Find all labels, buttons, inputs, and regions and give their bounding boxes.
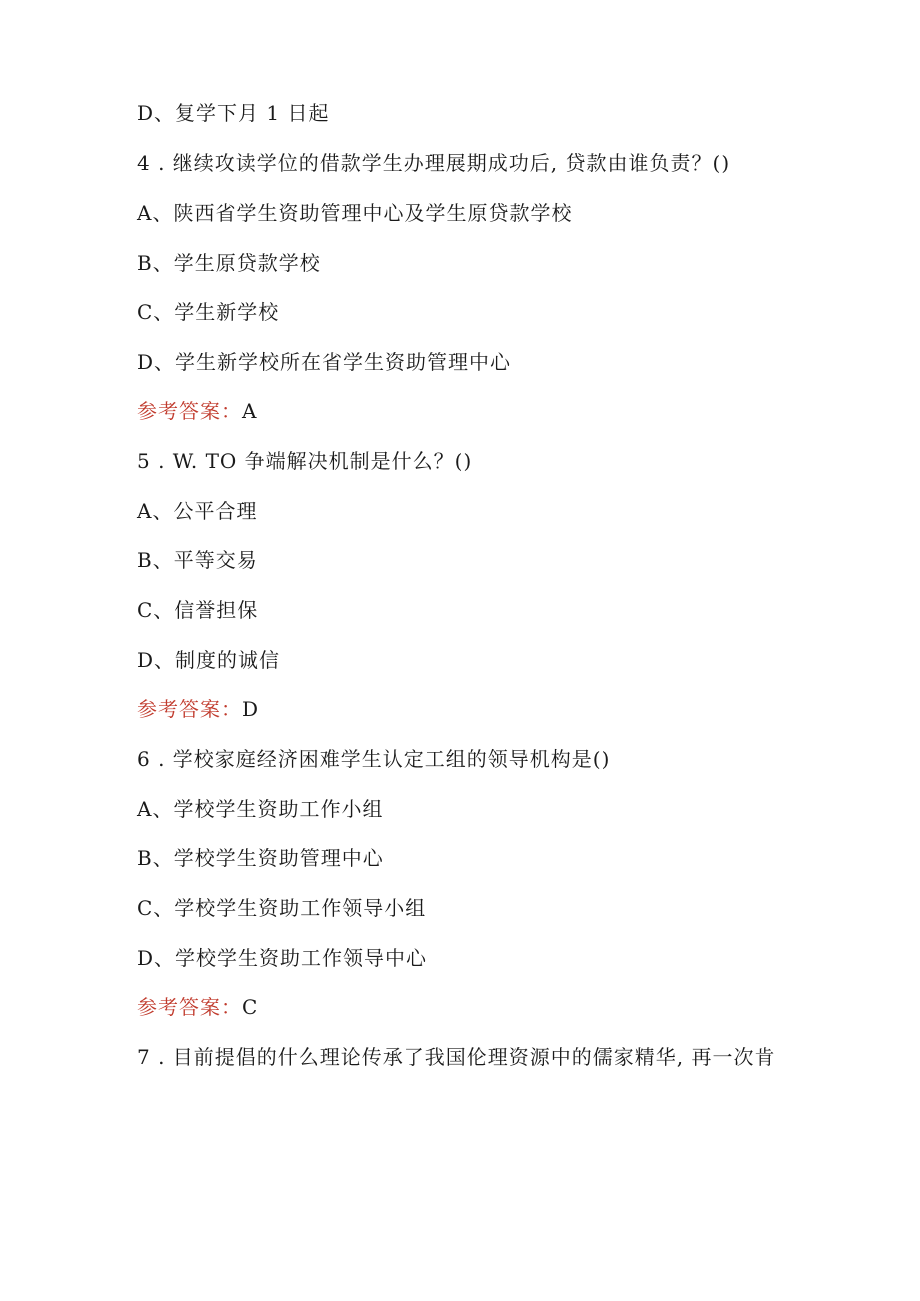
answer-line <box>137 696 259 722</box>
answer-line <box>137 994 258 1020</box>
answer-value: C <box>242 995 259 1019</box>
option-line: A、陕西省学生资助管理中心及学生原贷款学校 <box>137 201 573 225</box>
answer-value: A <box>242 399 258 423</box>
answer-label: 参考答案： <box>137 697 242 721</box>
option-line: A、公平合理 <box>137 499 258 523</box>
option-line: C、信誉担保 <box>137 598 259 622</box>
answer-value: D <box>242 697 260 721</box>
question-line: 6 . 学校家庭经济困难学生认定工组的领导机构是() <box>137 747 611 771</box>
option-line: C、学校学生资助工作领导小组 <box>137 896 427 920</box>
answer-label: 参考答案： <box>137 399 242 423</box>
question-line: 5 . W. TO 争端解决机制是什么？() <box>137 449 473 473</box>
question-line: 4 . 继续攻读学位的借款学生办理展期成功后, 贷款由谁负责？() <box>137 151 731 175</box>
answer-label: 参考答案： <box>137 995 242 1019</box>
question-line: 7 . 目前提倡的什么理论传承了我国伦理资源中的儒家精华, 再一次肯 <box>137 1045 776 1069</box>
option-line: D、制度的诚信 <box>137 648 281 672</box>
answer-line <box>137 398 257 424</box>
option-line: B、学校学生资助管理中心 <box>137 846 384 870</box>
option-line: C、学生新学校 <box>137 300 280 324</box>
option-line: D、学生新学校所在省学生资助管理中心 <box>137 350 512 374</box>
option-line: A、学校学生资助工作小组 <box>137 797 384 821</box>
option-line: B、学生原贷款学校 <box>137 251 321 275</box>
option-line: B、平等交易 <box>137 548 258 572</box>
option-line: D、复学下月 1 日起 <box>137 101 330 125</box>
option-line: D、学校学生资助工作领导中心 <box>137 946 428 970</box>
